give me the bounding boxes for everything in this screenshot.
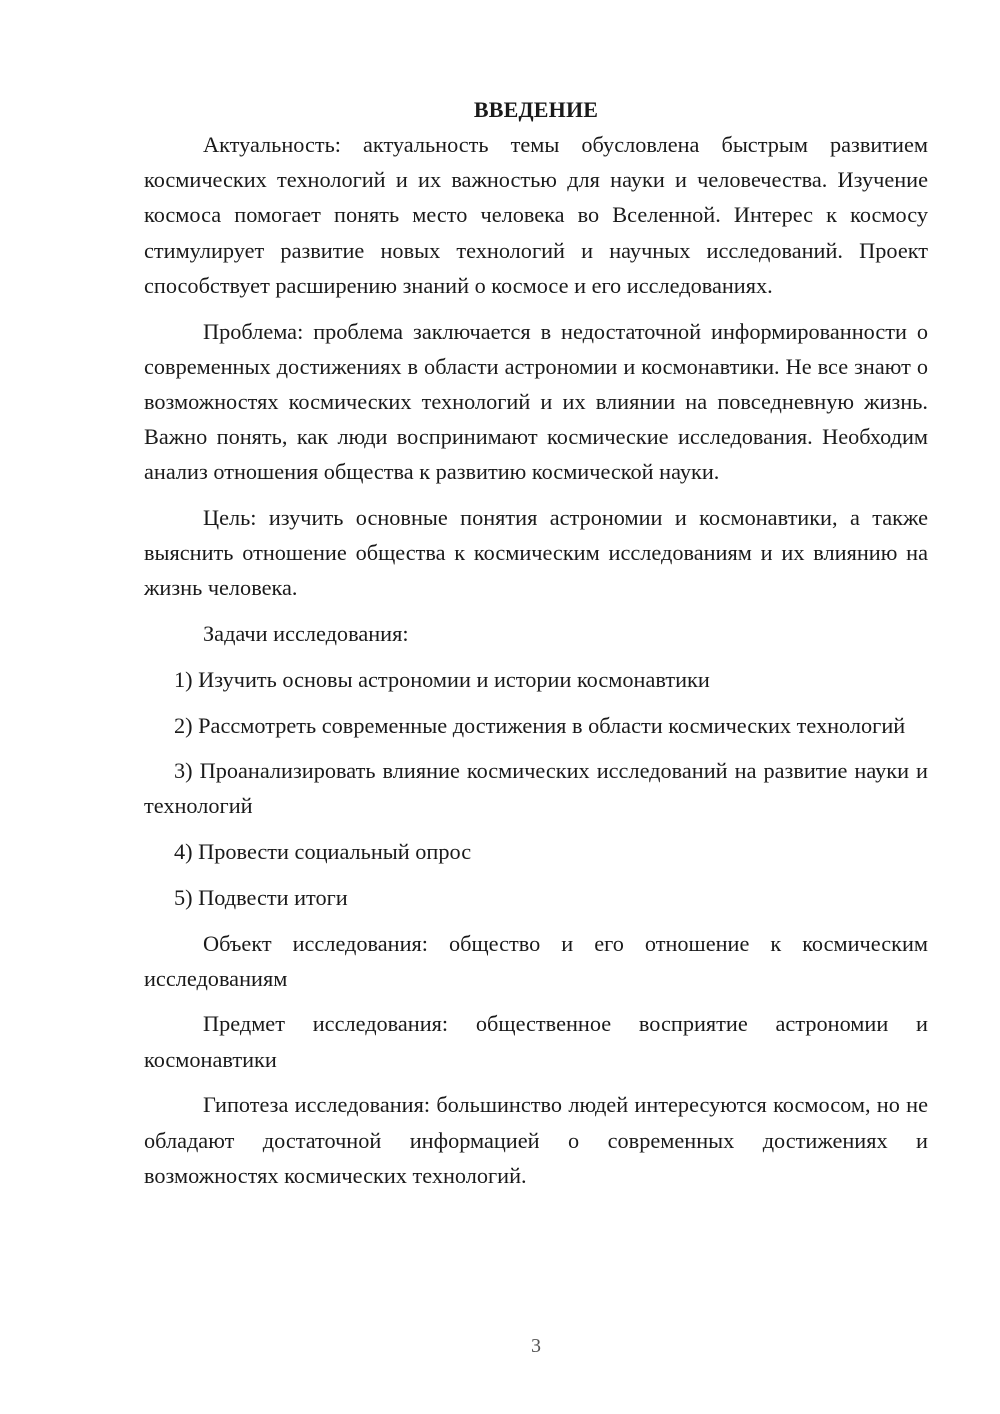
task-item-4: 4) Провести социальный опрос	[174, 839, 472, 865]
tasks-heading: Задачи исследования:	[203, 621, 409, 647]
task-item-5: 5) Подвести итоги	[174, 884, 348, 910]
paragraph-object: Объект исследования: общество и его отношение к космическим исследованиям	[144, 930, 928, 991]
paragraph-hypothesis: Гипотеза исследования: большинство людей интересуются космосом, но не обладают достаточной информацией о современных достижениях и возможностях космических технологий.	[144, 1092, 928, 1188]
section-title: ВВЕДЕНИЕ	[473, 97, 599, 122]
page-number: 3	[531, 1335, 541, 1357]
task-item-3: 3) Проанализировать влияние космических исследований на развитие науки и технологий	[144, 758, 928, 819]
paragraph-goal: Цель: изучить основные понятия астрономии и космонавтики, а также выяснить отношение общества к космическим исследованиям и их влиянию на жизнь человека.	[144, 505, 928, 601]
document-page	[144, 92, 928, 1193]
paragraph-problem: Проблема: проблема заключается в недостаточной информированности о современных достижениях в области астрономии и космонавтики. Не все знают о возможностях космических технологий и их влиянии на повседневную жизнь. Важно понять, как люди воспринимают космические исследования. Необходим анализ отношения общества к развитию космической науки.	[144, 318, 928, 485]
task-item-2: 2) Рассмотреть современные достижения в области космических технологий	[174, 712, 906, 738]
paragraph-subject: Предмет исследования: общественное восприятие астрономии и космонавтики	[144, 1011, 928, 1072]
task-item-1: 1) Изучить основы астрономии и истории космонавтики	[174, 666, 710, 692]
paragraph-relevance: Актуальность: актуальность темы обусловлена быстрым развитием космических технологий и их важностью для науки и человечества. Изучение космоса помогает понять место человека во Вселенной. Интерес к космосу стимулирует развитие новых технологий и научных исследований. Проект способствует расширению знаний о космосе и его исследованиях.	[144, 132, 928, 298]
